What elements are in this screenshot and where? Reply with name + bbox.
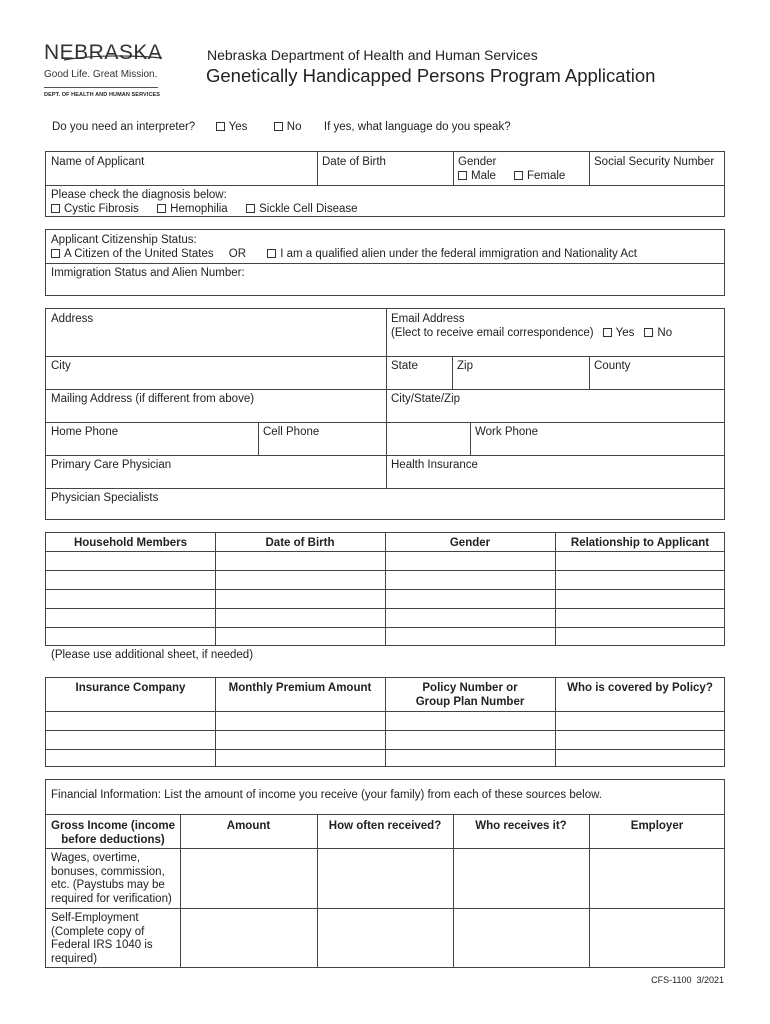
cell-phone-field[interactable] — [258, 422, 324, 442]
wages-receiver-cell[interactable] — [454, 849, 589, 908]
insurance-table — [45, 677, 725, 767]
insurance-header-policy-line2: Group Plan Number — [415, 696, 525, 708]
interpreter-row — [52, 121, 511, 133]
home-phone-label: Home Phone — [51, 426, 119, 438]
applicant-gender-field — [453, 152, 570, 186]
wages-frequency-cell[interactable] — [318, 849, 453, 908]
insurance-header-policy — [385, 678, 555, 712]
dhhs-logo — [44, 42, 166, 100]
or-label: OR — [228, 248, 247, 260]
hemophilia-label: Hemophilia — [170, 203, 228, 215]
mailing-address-label: Mailing Address (if different from above) — [51, 393, 255, 405]
wages-amount-cell[interactable] — [181, 849, 317, 908]
insurance-row[interactable] — [46, 712, 724, 730]
wages-line4: required for verification) — [51, 892, 172, 905]
citizenship-field — [46, 230, 642, 264]
insurance-header-premium: Monthly Premium Amount — [228, 682, 372, 694]
state-field[interactable] — [386, 356, 423, 376]
mailing-address-field[interactable] — [46, 389, 259, 409]
self-employment-frequency-cell[interactable] — [318, 909, 453, 968]
health-insurance-field[interactable] — [386, 455, 483, 475]
language-question: If yes, what language do you speak? — [323, 121, 511, 133]
household-row[interactable] — [46, 628, 724, 646]
gender-male-checkbox[interactable] — [458, 171, 467, 180]
financial-intro: Financial Information: List the amount of income you receive (your family) from each of these sources below. — [51, 789, 602, 801]
cystic-fibrosis-label: Cystic Fibrosis — [64, 203, 139, 215]
insurance-header-policy-line1: Policy Number or — [422, 682, 518, 694]
contact-box — [45, 308, 725, 520]
address-label: Address — [51, 313, 94, 325]
interpreter-question: Do you need an interpreter? — [52, 121, 196, 133]
immigration-label: Immigration Status and Alien Number: — [51, 267, 245, 279]
email-yes-label: Yes — [615, 327, 635, 339]
applicant-box — [45, 151, 725, 217]
logo-word: NEBRASKA — [44, 41, 163, 64]
primary-physician-field[interactable] — [46, 455, 176, 475]
insurance-header-company: Insurance Company — [75, 682, 186, 694]
household-header-members: Household Members — [73, 537, 188, 549]
county-field[interactable] — [589, 356, 635, 376]
financial-header-receiver: Who receives it? — [475, 820, 567, 832]
household-header-dob: Date of Birth — [265, 537, 335, 549]
qualified-alien-label: I am a qualified alien under the federal immigration and Nationality Act — [280, 248, 637, 260]
household-row[interactable] — [46, 552, 724, 570]
wages-row-label — [46, 849, 180, 909]
zip-label: Zip — [457, 360, 473, 372]
gender-male-label: Male — [471, 170, 496, 182]
interpreter-no-label: No — [286, 121, 302, 133]
financial-header-employer: Employer — [630, 820, 684, 832]
citizen-label: A Citizen of the United States — [64, 248, 214, 260]
address-field[interactable] — [46, 309, 98, 329]
form-id: CFS-1100 3/2021 — [651, 975, 724, 985]
email-no-label: No — [657, 327, 673, 339]
financial-table — [45, 779, 725, 968]
insurance-row[interactable] — [46, 731, 724, 749]
household-row[interactable] — [46, 609, 724, 627]
wages-line3: etc. (Paystubs may be — [51, 879, 165, 891]
logo-tagline: Good Life. Great Mission. — [44, 69, 158, 80]
gender-female-checkbox[interactable] — [514, 171, 523, 180]
agency-name: Nebraska Department of Health and Human Services — [207, 47, 538, 63]
insurance-header-covered: Who is covered by Policy? — [567, 682, 713, 694]
citizenship-label: Applicant Citizenship Status: — [51, 234, 197, 246]
gender-female-label: Female — [526, 170, 566, 182]
self-employment-receiver-cell[interactable] — [454, 909, 589, 968]
wages-line2: bonuses, commission, — [51, 865, 165, 878]
financial-header-gross-line2: before deductions) — [61, 834, 165, 846]
interpreter-yes-checkbox[interactable] — [216, 122, 225, 131]
interpreter-no-checkbox[interactable] — [274, 122, 283, 131]
ssn-field[interactable] — [589, 152, 719, 172]
cystic-fibrosis-checkbox[interactable] — [51, 204, 60, 213]
city-field[interactable] — [46, 356, 76, 376]
ssn-label: Social Security Number — [594, 156, 715, 168]
household-row[interactable] — [46, 590, 724, 608]
email-label: Email Address — [391, 313, 465, 325]
interpreter-yes-label: Yes — [228, 121, 248, 133]
self-employment-amount-cell[interactable] — [181, 909, 317, 968]
logo-dept: DEPT. OF HEALTH AND HUMAN SERVICES — [44, 92, 161, 98]
qualified-alien-checkbox[interactable] — [267, 249, 276, 258]
diagnosis-field — [46, 185, 363, 219]
state-label: State — [391, 360, 418, 372]
city-state-zip-field[interactable] — [386, 389, 465, 409]
city-label: City — [51, 360, 71, 372]
citizenship-box — [45, 229, 725, 296]
page-title: Genetically Handicapped Persons Program Application — [206, 65, 656, 86]
household-header-relationship: Relationship to Applicant — [570, 537, 710, 549]
citizen-checkbox[interactable] — [51, 249, 60, 258]
household-table — [45, 532, 725, 646]
gender-label: Gender — [458, 156, 497, 168]
email-field[interactable] — [386, 309, 677, 343]
email-no-checkbox[interactable] — [644, 328, 653, 337]
insurance-row[interactable] — [46, 750, 724, 767]
self-employment-line2: (Complete copy of — [51, 925, 145, 938]
logo-swoosh-icon — [44, 54, 166, 62]
financial-header-gross-line1: Gross Income (income — [51, 820, 175, 832]
work-phone-field[interactable] — [470, 422, 543, 442]
sickle-cell-label: Sickle Cell Disease — [259, 203, 358, 215]
cell-phone-label: Cell Phone — [263, 426, 320, 438]
self-employment-line4: required) — [51, 952, 98, 965]
immigration-field[interactable] — [46, 263, 250, 283]
email-yes-checkbox[interactable] — [603, 328, 612, 337]
household-header-gender: Gender — [449, 537, 491, 549]
household-note: (Please use additional sheet, if needed) — [51, 649, 254, 661]
physician-specialists-label: Physician Specialists — [51, 492, 159, 504]
work-phone-label: Work Phone — [475, 426, 539, 438]
diagnosis-prompt: Please check the diagnosis below: — [51, 189, 227, 201]
applicant-name-label: Name of Applicant — [51, 156, 145, 168]
applicant-dob-field[interactable] — [317, 152, 391, 172]
financial-header-gross — [46, 816, 180, 850]
zip-field[interactable] — [452, 356, 478, 376]
primary-physician-label: Primary Care Physician — [51, 459, 172, 471]
hemophilia-checkbox[interactable] — [157, 204, 166, 213]
physician-specialists-field[interactable] — [46, 488, 163, 508]
financial-header-amount: Amount — [226, 820, 271, 832]
email-elect-label: (Elect to receive email correspondence) — [391, 327, 594, 339]
applicant-dob-label: Date of Birth — [322, 156, 386, 168]
self-employment-line3: Federal IRS 1040 is — [51, 939, 153, 951]
self-employment-employer-cell[interactable] — [590, 909, 725, 968]
sickle-cell-checkbox[interactable] — [246, 204, 255, 213]
wages-employer-cell[interactable] — [590, 849, 725, 908]
wages-line1: Wages, overtime, — [51, 852, 141, 864]
self-employment-row-label — [46, 909, 180, 969]
county-label: County — [594, 360, 631, 372]
household-row[interactable] — [46, 571, 724, 589]
health-insurance-label: Health Insurance — [391, 459, 478, 471]
home-phone-field[interactable] — [46, 422, 123, 442]
applicant-name-field[interactable] — [46, 152, 149, 172]
city-state-zip-label: City/State/Zip — [391, 393, 461, 405]
financial-header-frequency: How often received? — [328, 820, 442, 832]
self-employment-line1: Self-Employment — [51, 912, 139, 924]
